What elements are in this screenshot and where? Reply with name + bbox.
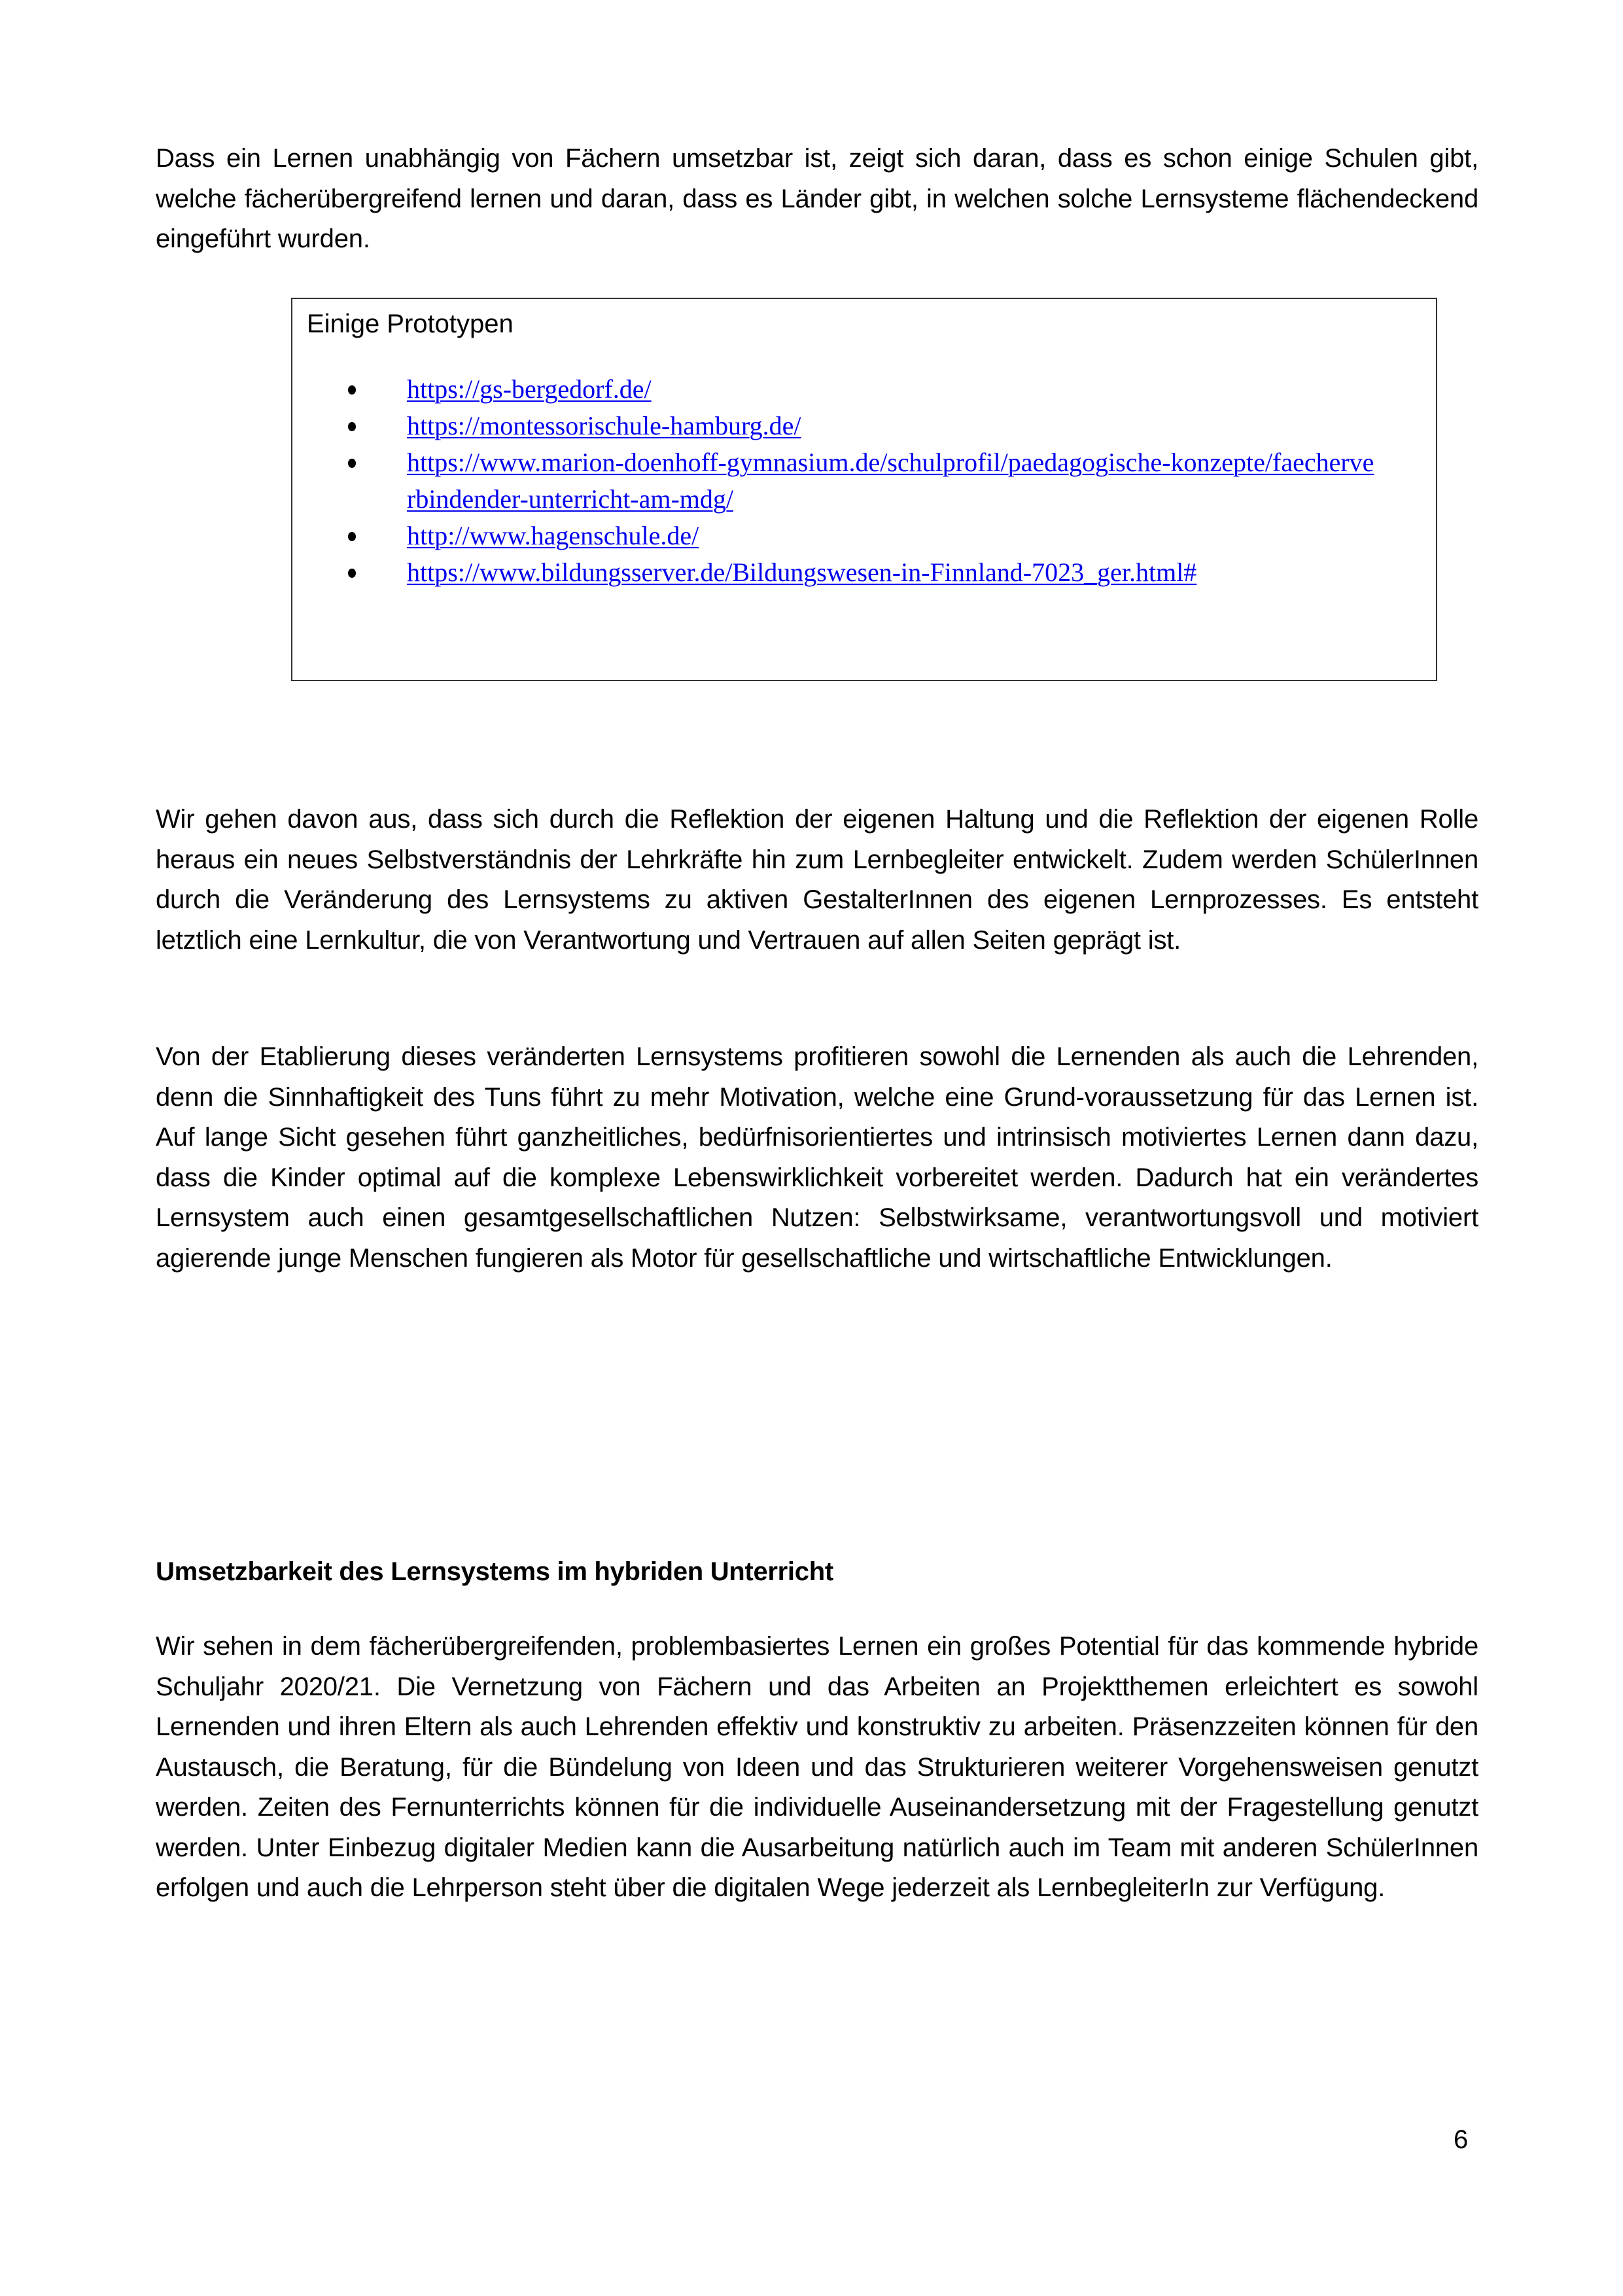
- list-item: [292, 444, 1405, 518]
- paragraph-hybrid: Wir sehen in dem fächerübergreifenden, problembasiertes Lernen ein großes Potential für das kommende hybride Schuljahr 2020/21. Die Vernetzung von Fächern und das Arbeiten an Projektthemen erleichtert es sowohl Lernenden und ihren Eltern als auch Lehrenden effektiv und konstruktiv zu arbeiten. Präsenzzeiten können für den Austausch, die Beratung, für die Bündelung von Ideen und das Strukturieren weiterer Vorgehensweisen genutzt werden. Zeiten des Fernunterrichts können für die individuelle Auseinandersetzung mit der Fragestellung genutzt werden. Unter Einbezug digitaler Medien kann die Ausarbeitung natürlich auch im Team mit anderen SchülerInnen erfolgen und auch die Lehrperson steht über die digitalen Wege jederzeit als LernbegleiterIn zur Verfügung.: [156, 1632, 1478, 1902]
- prototypes-title: Einige Prototypen: [307, 309, 514, 338]
- link-marion-doenhoff-gymnasium[interactable]: https://www.marion-doenhoff-gymnasium.de/schulprofil/paedagogische-konzepte/faecherverbindender-unterricht-am-mdg/: [407, 448, 1374, 514]
- link-bildungsserver-finnland[interactable]: https://www.bildungsserver.de/Bildungswesen-in-Finnland-7023_ger.html#: [407, 557, 1197, 587]
- bullet-icon: [348, 459, 356, 468]
- prototypes-box: [291, 298, 1437, 681]
- paragraph-etablierung: Von der Etablierung dieses veränderten Lernsystems profitieren sowohl die Lernenden als auch die Lehrenden, denn die Sinnhaftigkeit des Tuns führt zu mehr Motivation, welche eine Grund-voraussetzung für das Lernen ist. Auf lange Sicht gesehen führt ganzheitliches, bedürfnisorientiertes und intrinsisch motiviertes Lernen dann dazu, dass die Kinder optimal auf die komplexe Lebenswirklichkeit vorbereitet werden. Dadurch hat ein verändertes Lernsystem auch einen gesamtgesellschaftlichen Nutzen: Selbstwirksame, verantwortungsvoll und motiviert agierende junge Menschen fungieren als Motor für gesellschaftliche und wirtschaftliche Entwicklungen.: [156, 1042, 1478, 1273]
- link-montessorischule-hamburg[interactable]: https://montessorischule-hamburg.de/: [407, 411, 801, 440]
- list-item: [292, 518, 1405, 554]
- list-item: [292, 554, 1405, 591]
- bullet-icon: [348, 385, 356, 395]
- link-gs-bergedorf[interactable]: https://gs-bergedorf.de/: [407, 374, 652, 404]
- paragraph-haltung: Wir gehen davon aus, dass sich durch die Reflektion der eigenen Haltung und die Reflektion der eigenen Rolle heraus ein neues Selbstverständnis der Lehrkräfte hin zum Lernbegleiter entwickelt. Zudem werden SchülerInnen durch die Veränderung des Lernsystems zu aktiven GestalterInnen des eigenen Lernprozesses. Es entsteht letztlich eine Lernkultur, die von Verantwortung und Vertrauen auf allen Seiten geprägt ist.: [156, 805, 1478, 955]
- list-item: [292, 408, 1405, 444]
- link-hagenschule[interactable]: http://www.hagenschule.de/: [407, 521, 699, 550]
- prototypes-link-list: [292, 371, 1405, 591]
- page-number: 6: [1454, 2125, 1469, 2154]
- bullet-icon: [348, 569, 356, 578]
- list-item: [292, 371, 1405, 408]
- bullet-icon: [348, 422, 356, 431]
- paragraph-intro: Dass ein Lernen unabhängig von Fächern umsetzbar ist, zeigt sich daran, dass es schon einige Schulen gibt, welche fächerübergreifend lernen und daran, dass es Länder gibt, in welchen solche Lernsysteme flächendeckend eingeführt wurden.: [156, 144, 1478, 253]
- bullet-icon: [348, 532, 356, 541]
- section-heading: Umsetzbarkeit des Lernsystems im hybriden Unterricht: [156, 1557, 833, 1586]
